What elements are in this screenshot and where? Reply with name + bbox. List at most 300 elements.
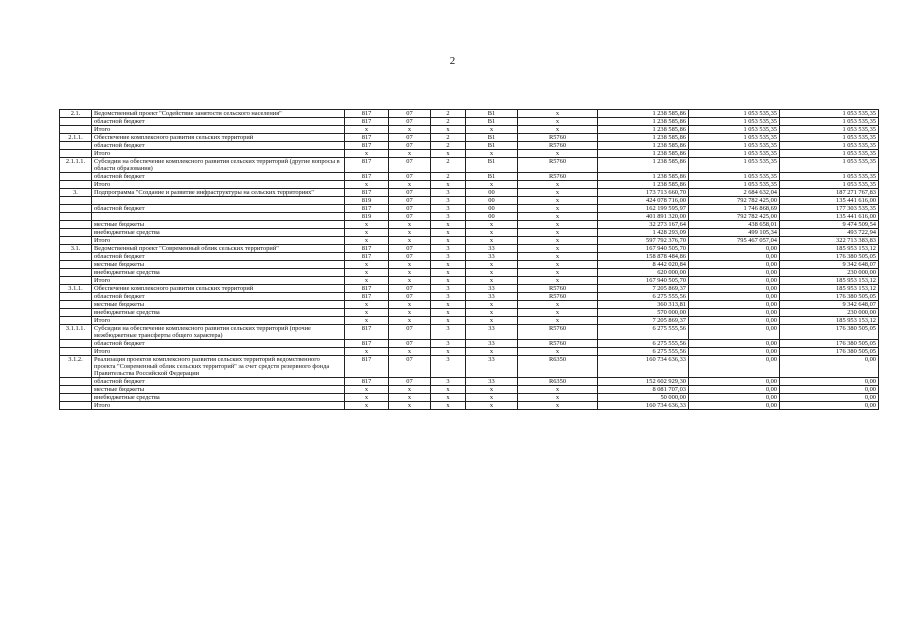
cell-ministry-code: 819 bbox=[345, 197, 389, 205]
cell-expense-code: R6350 bbox=[518, 378, 598, 386]
table-row bbox=[60, 269, 879, 277]
cell-row-name bbox=[92, 213, 345, 221]
cell-amount-year-1: 160 734 636,33 bbox=[598, 356, 689, 378]
table-row bbox=[60, 245, 879, 253]
cell-target-code: В1 bbox=[466, 173, 518, 181]
cell-section-code: 07 bbox=[389, 253, 431, 261]
cell-section-code: х bbox=[389, 277, 431, 285]
cell-amount-year-1: 7 205 869,37 bbox=[598, 285, 689, 293]
cell-expense-code: х bbox=[518, 181, 598, 189]
cell-amount-year-2: 1 053 535,35 bbox=[689, 118, 780, 126]
cell-section-code: 07 bbox=[389, 285, 431, 293]
cell-amount-year-3: 9 342 648,07 bbox=[780, 301, 879, 309]
table-row bbox=[60, 277, 879, 285]
cell-target-code: 00 bbox=[466, 213, 518, 221]
cell-target-code: х bbox=[466, 229, 518, 237]
cell-subprogram-code: 3 bbox=[431, 253, 466, 261]
table-row bbox=[60, 340, 879, 348]
cell-ministry-code: х bbox=[345, 237, 389, 245]
table-row bbox=[60, 189, 879, 197]
cell-ministry-code: 817 bbox=[345, 205, 389, 213]
cell-section-code: х bbox=[389, 309, 431, 317]
cell-amount-year-2: 1 053 535,35 bbox=[689, 150, 780, 158]
cell-row-number bbox=[60, 340, 92, 348]
cell-row-name: местные бюджеты bbox=[92, 221, 345, 229]
cell-amount-year-3: 176 380 505,05 bbox=[780, 253, 879, 261]
cell-ministry-code: х bbox=[345, 301, 389, 309]
table-row bbox=[60, 110, 879, 118]
cell-expense-code: R5760 bbox=[518, 134, 598, 142]
table-row bbox=[60, 301, 879, 309]
cell-expense-code: х bbox=[518, 277, 598, 285]
cell-target-code: В1 bbox=[466, 142, 518, 150]
cell-amount-year-3: 1 053 535,35 bbox=[780, 110, 879, 118]
cell-expense-code: х bbox=[518, 221, 598, 229]
cell-amount-year-1: 1 238 585,86 bbox=[598, 134, 689, 142]
cell-target-code: х bbox=[466, 181, 518, 189]
budget-table bbox=[59, 109, 879, 410]
cell-subprogram-code: 3 bbox=[431, 197, 466, 205]
cell-amount-year-2: 2 684 632,04 bbox=[689, 189, 780, 197]
cell-row-name: внебюджетные средства bbox=[92, 229, 345, 237]
cell-target-code: 33 bbox=[466, 285, 518, 293]
cell-amount-year-2: 792 782 425,00 bbox=[689, 197, 780, 205]
cell-amount-year-3: 185 953 153,12 bbox=[780, 285, 879, 293]
cell-expense-code: х bbox=[518, 229, 598, 237]
table-row bbox=[60, 348, 879, 356]
cell-row-name: Ведомственный проект "Современный облик сельских территорий" bbox=[92, 245, 345, 253]
cell-subprogram-code: 3 bbox=[431, 325, 466, 340]
cell-amount-year-1: 1 238 585,86 bbox=[598, 126, 689, 134]
cell-amount-year-3: 230 000,00 bbox=[780, 309, 879, 317]
cell-subprogram-code: х bbox=[431, 237, 466, 245]
table-row bbox=[60, 118, 879, 126]
cell-amount-year-3: 185 953 153,12 bbox=[780, 317, 879, 325]
cell-amount-year-2: 0,00 bbox=[689, 253, 780, 261]
cell-ministry-code: 817 bbox=[345, 293, 389, 301]
cell-amount-year-1: 1 238 585,86 bbox=[598, 181, 689, 189]
cell-amount-year-2: 0,00 bbox=[689, 301, 780, 309]
cell-expense-code: х bbox=[518, 269, 598, 277]
cell-target-code: 33 bbox=[466, 293, 518, 301]
cell-section-code: х bbox=[389, 317, 431, 325]
cell-expense-code: х bbox=[518, 309, 598, 317]
cell-target-code: х bbox=[466, 301, 518, 309]
table-row bbox=[60, 402, 879, 410]
cell-amount-year-3: 0,00 bbox=[780, 386, 879, 394]
cell-target-code: 00 bbox=[466, 205, 518, 213]
cell-ministry-code: х bbox=[345, 221, 389, 229]
cell-section-code: 07 bbox=[389, 205, 431, 213]
table-row bbox=[60, 197, 879, 205]
cell-expense-code: х bbox=[518, 197, 598, 205]
cell-row-name: внебюджетные средства bbox=[92, 269, 345, 277]
cell-row-name: областной бюджет bbox=[92, 293, 345, 301]
cell-amount-year-3: 0,00 bbox=[780, 356, 879, 378]
cell-section-code: 07 bbox=[389, 340, 431, 348]
cell-amount-year-1: 620 000,00 bbox=[598, 269, 689, 277]
page-number: 2 bbox=[449, 55, 456, 67]
cell-subprogram-code: 2 bbox=[431, 173, 466, 181]
cell-target-code: В1 bbox=[466, 158, 518, 173]
cell-row-name: внебюджетные средства bbox=[92, 394, 345, 402]
cell-row-number bbox=[60, 348, 92, 356]
cell-row-name: местные бюджеты bbox=[92, 386, 345, 394]
table-row bbox=[60, 150, 879, 158]
cell-amount-year-2: 795 467 057,04 bbox=[689, 237, 780, 245]
cell-section-code: 07 bbox=[389, 325, 431, 340]
cell-subprogram-code: 3 bbox=[431, 340, 466, 348]
cell-section-code: х bbox=[389, 261, 431, 269]
cell-amount-year-2: 1 053 535,35 bbox=[689, 158, 780, 173]
cell-row-number bbox=[60, 150, 92, 158]
cell-amount-year-2: 0,00 bbox=[689, 348, 780, 356]
cell-ministry-code: 817 bbox=[345, 378, 389, 386]
cell-section-code: 07 bbox=[389, 189, 431, 197]
cell-target-code: х bbox=[466, 126, 518, 134]
cell-target-code: х bbox=[466, 269, 518, 277]
cell-row-number bbox=[60, 181, 92, 189]
cell-row-number bbox=[60, 277, 92, 285]
cell-target-code: 33 bbox=[466, 325, 518, 340]
table-row bbox=[60, 253, 879, 261]
cell-subprogram-code: х bbox=[431, 269, 466, 277]
cell-target-code: х bbox=[466, 150, 518, 158]
cell-target-code: 33 bbox=[466, 340, 518, 348]
cell-section-code: 07 bbox=[389, 118, 431, 126]
cell-row-name: областной бюджет bbox=[92, 205, 345, 213]
cell-row-number bbox=[60, 253, 92, 261]
cell-row-name: областной бюджет bbox=[92, 340, 345, 348]
cell-amount-year-2: 0,00 bbox=[689, 269, 780, 277]
cell-section-code: х bbox=[389, 402, 431, 410]
cell-row-number bbox=[60, 301, 92, 309]
cell-amount-year-3: 1 053 535,35 bbox=[780, 181, 879, 189]
cell-ministry-code: х bbox=[345, 269, 389, 277]
cell-subprogram-code: х bbox=[431, 301, 466, 309]
cell-ministry-code: 817 bbox=[345, 325, 389, 340]
cell-row-number bbox=[60, 213, 92, 221]
cell-expense-code: х bbox=[518, 245, 598, 253]
cell-amount-year-3: 230 000,00 bbox=[780, 269, 879, 277]
cell-row-number bbox=[60, 386, 92, 394]
cell-amount-year-2: 0,00 bbox=[689, 261, 780, 269]
cell-row-name: местные бюджеты bbox=[92, 261, 345, 269]
cell-ministry-code: х bbox=[345, 261, 389, 269]
cell-amount-year-2: 1 053 535,35 bbox=[689, 181, 780, 189]
cell-section-code: 07 bbox=[389, 110, 431, 118]
cell-subprogram-code: х bbox=[431, 221, 466, 229]
cell-row-name: Итого bbox=[92, 348, 345, 356]
cell-expense-code: R6350 bbox=[518, 356, 598, 378]
cell-amount-year-2: 0,00 bbox=[689, 293, 780, 301]
cell-expense-code: R5760 bbox=[518, 158, 598, 173]
cell-target-code: В1 bbox=[466, 118, 518, 126]
cell-amount-year-1: 173 713 660,70 bbox=[598, 189, 689, 197]
cell-amount-year-3: 1 053 535,35 bbox=[780, 118, 879, 126]
cell-amount-year-1: 6 275 555,56 bbox=[598, 348, 689, 356]
cell-expense-code: R5760 bbox=[518, 340, 598, 348]
cell-section-code: 07 bbox=[389, 134, 431, 142]
cell-ministry-code: 817 bbox=[345, 340, 389, 348]
table-row bbox=[60, 293, 879, 301]
cell-section-code: х bbox=[389, 394, 431, 402]
cell-target-code: х bbox=[466, 261, 518, 269]
cell-target-code: 33 bbox=[466, 253, 518, 261]
cell-subprogram-code: 3 bbox=[431, 293, 466, 301]
cell-expense-code: х bbox=[518, 118, 598, 126]
table-body bbox=[60, 110, 879, 410]
cell-subprogram-code: х bbox=[431, 386, 466, 394]
cell-section-code: х bbox=[389, 229, 431, 237]
cell-amount-year-3: 1 053 535,35 bbox=[780, 134, 879, 142]
cell-row-number: 2.1. bbox=[60, 110, 92, 118]
table-row bbox=[60, 181, 879, 189]
cell-amount-year-2: 0,00 bbox=[689, 277, 780, 285]
cell-section-code: х bbox=[389, 150, 431, 158]
cell-subprogram-code: х bbox=[431, 394, 466, 402]
cell-row-name: Ведомственный проект "Содействие занятости сельского населения" bbox=[92, 110, 345, 118]
table-row bbox=[60, 142, 879, 150]
cell-amount-year-1: 424 078 716,00 bbox=[598, 197, 689, 205]
cell-row-name: областной бюджет bbox=[92, 173, 345, 181]
cell-amount-year-2: 1 053 535,35 bbox=[689, 134, 780, 142]
cell-amount-year-1: 7 205 869,37 bbox=[598, 317, 689, 325]
cell-amount-year-2: 1 053 535,35 bbox=[689, 110, 780, 118]
cell-amount-year-3: 1 053 535,35 bbox=[780, 173, 879, 181]
cell-amount-year-2: 1 053 535,35 bbox=[689, 173, 780, 181]
cell-row-number: 2.1.1.1. bbox=[60, 158, 92, 173]
cell-amount-year-3: 1 053 535,35 bbox=[780, 126, 879, 134]
cell-row-number: 3.1. bbox=[60, 245, 92, 253]
cell-row-number bbox=[60, 126, 92, 134]
cell-section-code: 07 bbox=[389, 158, 431, 173]
cell-expense-code: х bbox=[518, 261, 598, 269]
cell-row-number bbox=[60, 197, 92, 205]
cell-row-number bbox=[60, 237, 92, 245]
cell-amount-year-3: 135 441 616,00 bbox=[780, 197, 879, 205]
cell-subprogram-code: х bbox=[431, 150, 466, 158]
cell-target-code: х bbox=[466, 309, 518, 317]
cell-section-code: 07 bbox=[389, 378, 431, 386]
cell-amount-year-3: 185 953 153,12 bbox=[780, 245, 879, 253]
table-row bbox=[60, 237, 879, 245]
cell-ministry-code: 817 bbox=[345, 118, 389, 126]
cell-subprogram-code: х bbox=[431, 229, 466, 237]
cell-amount-year-2: 0,00 bbox=[689, 402, 780, 410]
cell-expense-code: х bbox=[518, 205, 598, 213]
cell-amount-year-3: 9 474 509,54 bbox=[780, 221, 879, 229]
cell-amount-year-1: 160 734 636,33 bbox=[598, 402, 689, 410]
cell-amount-year-3: 185 953 153,12 bbox=[780, 277, 879, 285]
cell-expense-code: R5760 bbox=[518, 293, 598, 301]
cell-subprogram-code: 2 bbox=[431, 110, 466, 118]
cell-row-name: областной бюджет bbox=[92, 142, 345, 150]
cell-amount-year-3: 1 053 535,35 bbox=[780, 142, 879, 150]
cell-amount-year-1: 1 238 585,86 bbox=[598, 142, 689, 150]
cell-subprogram-code: 2 bbox=[431, 158, 466, 173]
cell-amount-year-1: 50 000,00 bbox=[598, 394, 689, 402]
table-row bbox=[60, 205, 879, 213]
cell-amount-year-1: 597 792 376,70 bbox=[598, 237, 689, 245]
cell-amount-year-1: 1 428 293,09 bbox=[598, 229, 689, 237]
cell-row-number bbox=[60, 394, 92, 402]
table-row bbox=[60, 317, 879, 325]
cell-amount-year-1: 570 000,00 bbox=[598, 309, 689, 317]
table-row bbox=[60, 386, 879, 394]
table-row bbox=[60, 356, 879, 378]
cell-section-code: х bbox=[389, 181, 431, 189]
cell-row-name: областной бюджет bbox=[92, 118, 345, 126]
cell-target-code: 33 bbox=[466, 378, 518, 386]
cell-amount-year-2: 0,00 bbox=[689, 386, 780, 394]
cell-amount-year-2: 1 053 535,35 bbox=[689, 142, 780, 150]
cell-expense-code: х bbox=[518, 317, 598, 325]
cell-row-name: Обеспечение комплексного развития сельских территорий bbox=[92, 285, 345, 293]
cell-subprogram-code: х bbox=[431, 309, 466, 317]
cell-amount-year-1: 1 238 585,86 bbox=[598, 150, 689, 158]
cell-amount-year-3: 9 342 648,07 bbox=[780, 261, 879, 269]
cell-target-code: 33 bbox=[466, 356, 518, 378]
cell-target-code: х bbox=[466, 277, 518, 285]
cell-target-code: 00 bbox=[466, 189, 518, 197]
cell-target-code: х bbox=[466, 386, 518, 394]
cell-amount-year-1: 1 238 585,86 bbox=[598, 110, 689, 118]
cell-expense-code: х bbox=[518, 237, 598, 245]
cell-ministry-code: 817 bbox=[345, 158, 389, 173]
cell-section-code: 07 bbox=[389, 293, 431, 301]
cell-amount-year-3: 0,00 bbox=[780, 378, 879, 386]
cell-amount-year-3: 176 380 505,05 bbox=[780, 340, 879, 348]
cell-section-code: х bbox=[389, 126, 431, 134]
cell-row-number: 3.1.1. bbox=[60, 285, 92, 293]
cell-ministry-code: 817 bbox=[345, 110, 389, 118]
cell-amount-year-3: 187 271 767,83 bbox=[780, 189, 879, 197]
cell-expense-code: х bbox=[518, 110, 598, 118]
cell-row-number: 3. bbox=[60, 189, 92, 197]
cell-amount-year-1: 6 275 555,56 bbox=[598, 340, 689, 348]
cell-row-number bbox=[60, 118, 92, 126]
table-row bbox=[60, 134, 879, 142]
cell-target-code: х bbox=[466, 237, 518, 245]
cell-section-code: 07 bbox=[389, 213, 431, 221]
cell-target-code: х bbox=[466, 402, 518, 410]
cell-amount-year-1: 162 199 595,97 bbox=[598, 205, 689, 213]
cell-amount-year-1: 1 238 585,86 bbox=[598, 173, 689, 181]
cell-ministry-code: 817 bbox=[345, 142, 389, 150]
cell-ministry-code: х bbox=[345, 386, 389, 394]
cell-amount-year-1: 8 081 707,03 bbox=[598, 386, 689, 394]
cell-ministry-code: х bbox=[345, 394, 389, 402]
cell-amount-year-2: 0,00 bbox=[689, 285, 780, 293]
cell-subprogram-code: х bbox=[431, 261, 466, 269]
cell-amount-year-2: 1 746 868,69 bbox=[689, 205, 780, 213]
cell-section-code: х bbox=[389, 348, 431, 356]
cell-amount-year-3: 176 380 505,05 bbox=[780, 348, 879, 356]
cell-subprogram-code: 3 bbox=[431, 356, 466, 378]
cell-amount-year-3: 1 053 535,35 bbox=[780, 150, 879, 158]
cell-subprogram-code: 2 bbox=[431, 142, 466, 150]
cell-amount-year-2: 0,00 bbox=[689, 317, 780, 325]
table-row bbox=[60, 309, 879, 317]
cell-amount-year-2: 0,00 bbox=[689, 245, 780, 253]
cell-subprogram-code: 3 bbox=[431, 378, 466, 386]
table-row bbox=[60, 158, 879, 173]
cell-row-name: Итого bbox=[92, 237, 345, 245]
cell-row-number: 3.1.2. bbox=[60, 356, 92, 378]
cell-row-name: Итого bbox=[92, 181, 345, 189]
cell-row-number bbox=[60, 402, 92, 410]
cell-target-code: В1 bbox=[466, 110, 518, 118]
cell-row-name: Итого bbox=[92, 126, 345, 134]
cell-subprogram-code: 3 bbox=[431, 245, 466, 253]
cell-amount-year-1: 1 238 585,86 bbox=[598, 118, 689, 126]
cell-expense-code: х bbox=[518, 301, 598, 309]
cell-amount-year-1: 8 442 020,84 bbox=[598, 261, 689, 269]
cell-ministry-code: х bbox=[345, 309, 389, 317]
cell-amount-year-2: 0,00 bbox=[689, 325, 780, 340]
cell-expense-code: х bbox=[518, 348, 598, 356]
cell-expense-code: R5760 bbox=[518, 173, 598, 181]
cell-amount-year-2: 1 053 535,35 bbox=[689, 126, 780, 134]
cell-ministry-code: х bbox=[345, 181, 389, 189]
cell-expense-code: х bbox=[518, 189, 598, 197]
cell-row-name: Подпрограмма "Создание и развитие инфраструктуры на сельских территориях" bbox=[92, 189, 345, 197]
cell-amount-year-3: 493 722,94 bbox=[780, 229, 879, 237]
cell-amount-year-1: 167 940 505,70 bbox=[598, 277, 689, 285]
cell-row-number bbox=[60, 378, 92, 386]
cell-ministry-code: х bbox=[345, 402, 389, 410]
cell-subprogram-code: х bbox=[431, 277, 466, 285]
cell-ministry-code: х bbox=[345, 277, 389, 285]
cell-ministry-code: 817 bbox=[345, 134, 389, 142]
cell-row-number bbox=[60, 205, 92, 213]
cell-section-code: 07 bbox=[389, 245, 431, 253]
cell-target-code: В1 bbox=[466, 134, 518, 142]
cell-target-code: 00 bbox=[466, 197, 518, 205]
cell-row-name: Реализация проектов комплексного развития сельских территорий ведомственного проекта "Современный облик сельских территорий" за счет средств резервного фонда Правительства Российской Федерации bbox=[92, 356, 345, 378]
cell-subprogram-code: х bbox=[431, 126, 466, 134]
cell-amount-year-1: 158 878 484,86 bbox=[598, 253, 689, 261]
cell-amount-year-2: 0,00 bbox=[689, 356, 780, 378]
cell-section-code: х bbox=[389, 386, 431, 394]
cell-ministry-code: х bbox=[345, 126, 389, 134]
cell-expense-code: х bbox=[518, 394, 598, 402]
cell-row-name: местные бюджеты bbox=[92, 301, 345, 309]
cell-row-name: Итого bbox=[92, 150, 345, 158]
cell-ministry-code: 819 bbox=[345, 213, 389, 221]
cell-amount-year-2: 0,00 bbox=[689, 340, 780, 348]
cell-target-code: х bbox=[466, 317, 518, 325]
cell-amount-year-3: 176 380 505,05 bbox=[780, 293, 879, 301]
cell-row-number bbox=[60, 173, 92, 181]
table-row bbox=[60, 229, 879, 237]
cell-expense-code: R5760 bbox=[518, 142, 598, 150]
cell-row-name: Обеспечение комплексного развития сельских территорий bbox=[92, 134, 345, 142]
cell-amount-year-2: 792 782 425,00 bbox=[689, 213, 780, 221]
cell-expense-code: R5760 bbox=[518, 285, 598, 293]
cell-row-name: Итого bbox=[92, 317, 345, 325]
cell-row-number bbox=[60, 309, 92, 317]
table-row bbox=[60, 126, 879, 134]
cell-row-name: Субсидии на обеспечение комплексного развития сельских территорий (прочие межбюджетные трансферты общего характера) bbox=[92, 325, 345, 340]
cell-ministry-code: 817 bbox=[345, 173, 389, 181]
cell-subprogram-code: 2 bbox=[431, 134, 466, 142]
table-row bbox=[60, 378, 879, 386]
cell-row-name: Субсидии на обеспечение комплексного развития сельских территорий (другие вопросы в области образования) bbox=[92, 158, 345, 173]
cell-amount-year-2: 0,00 bbox=[689, 394, 780, 402]
cell-section-code: х bbox=[389, 237, 431, 245]
